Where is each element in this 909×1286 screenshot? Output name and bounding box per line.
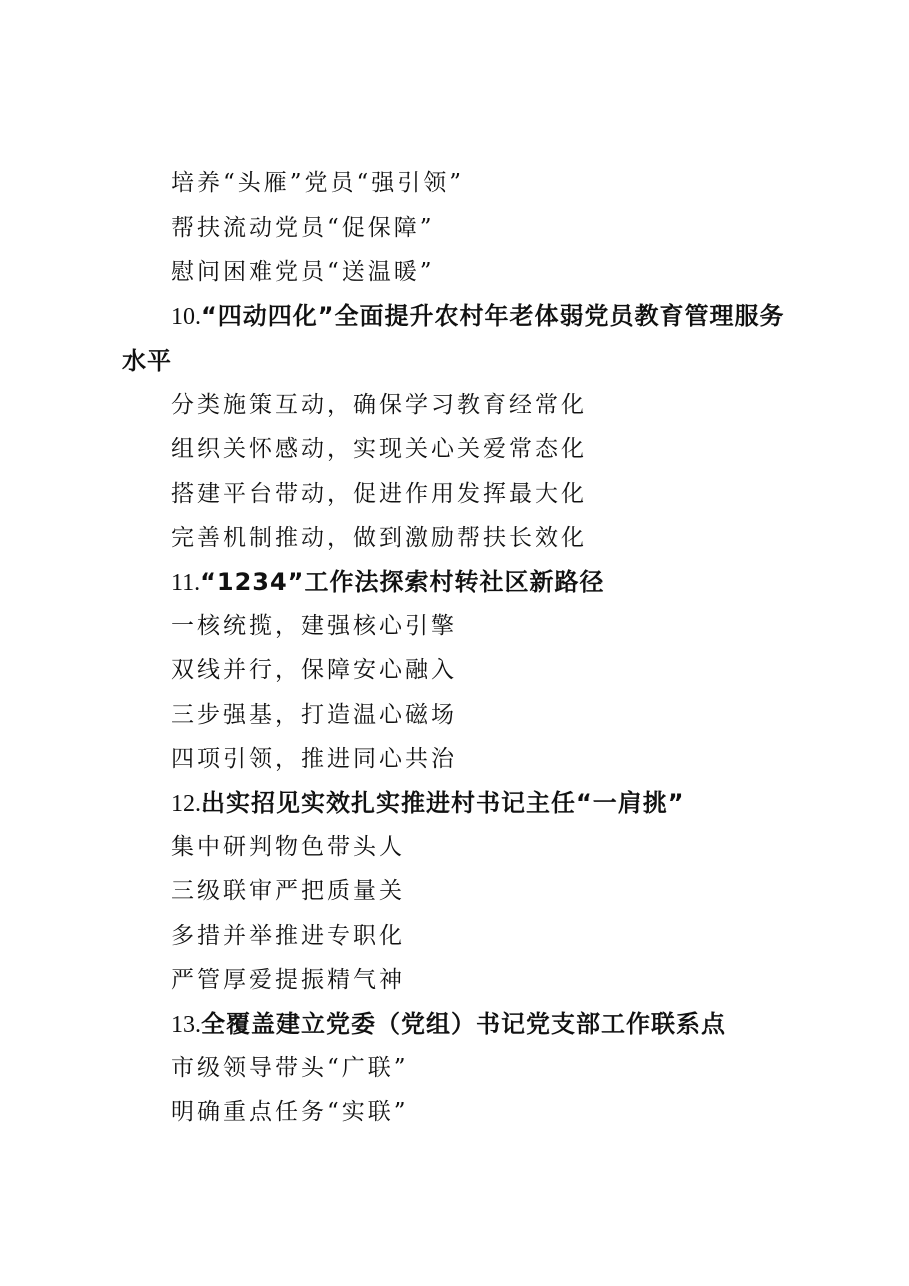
section-number: 10. [171, 304, 201, 330]
section-title: “四动四化”全面提升农村年老体弱党员教育管理服务 [201, 302, 785, 330]
text-line: 帮扶流动党员“促保障” [171, 215, 435, 241]
text-line: 三步强基，打造温心磁场 [171, 702, 457, 728]
section-title: 全覆盖建立党委（党组）书记党支部工作联系点 [201, 1010, 726, 1038]
text-line: 组织关怀感动，实现关心关爱常态化 [171, 436, 587, 462]
text-line: 双线并行，保障安心融入 [171, 657, 457, 683]
text-line: 分类施策互动，确保学习教育经常化 [171, 392, 587, 418]
text-line: 培养“头雁”党员“强引领” [171, 170, 465, 196]
text-line: 完善机制推动，做到激励帮扶长效化 [171, 525, 587, 551]
text-line: 三级联审严把质量关 [171, 878, 405, 904]
text-line: 搭建平台带动，促进作用发挥最大化 [171, 481, 587, 507]
section-heading-13 [171, 1008, 726, 1041]
section-heading-10 [171, 300, 785, 333]
text-line: 四项引领，推进同心共治 [171, 746, 457, 772]
section-title: “1234”工作法探索村转社区新路径 [200, 568, 605, 596]
section-number: 13. [171, 1012, 201, 1038]
section-title: 出实招见实效扎实推进村书记主任“一肩挑” [201, 789, 685, 817]
section-number: 11. [171, 570, 201, 596]
section-heading-12 [171, 787, 685, 820]
text-line: 多措并举推进专职化 [171, 923, 405, 949]
section-heading-11 [171, 566, 604, 599]
text-line: 一核统揽，建强核心引擎 [171, 613, 457, 639]
section-heading-continuation: 水平 [122, 347, 172, 375]
text-line: 明确重点任务“实联” [171, 1099, 409, 1125]
text-line: 市级领导带头“广联” [171, 1055, 409, 1081]
text-line: 慰问困难党员“送温暖” [171, 259, 435, 285]
text-line: 严管厚爱提振精气神 [171, 967, 405, 993]
text-line: 集中研判物色带头人 [171, 834, 405, 860]
section-number: 12. [171, 791, 201, 817]
